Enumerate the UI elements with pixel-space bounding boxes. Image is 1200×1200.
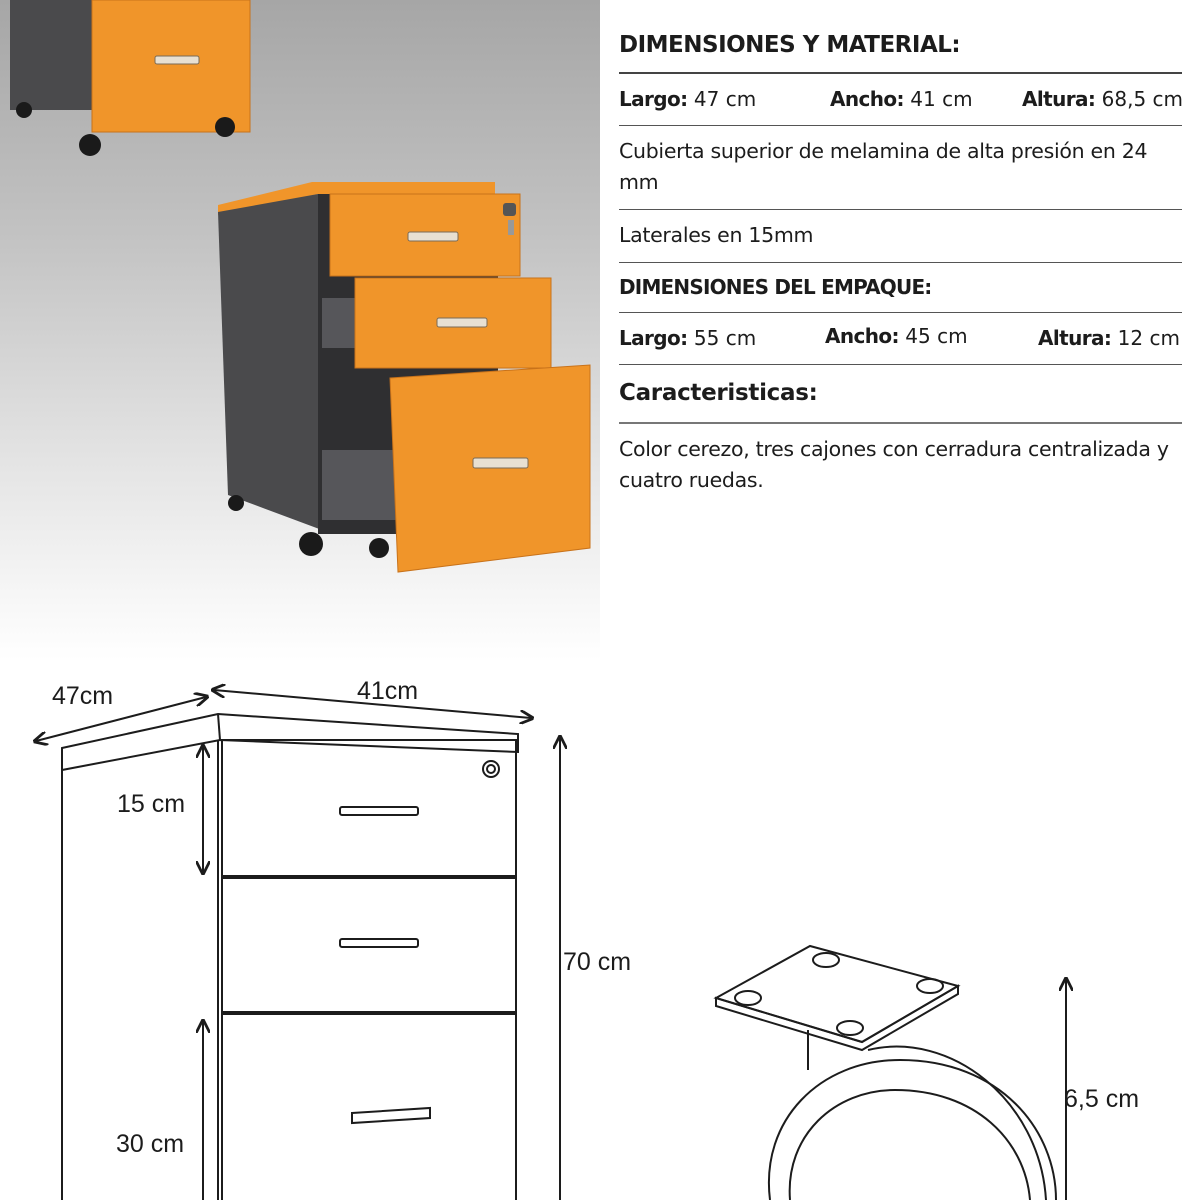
package-ancho: Ancho: 45 cm [825, 324, 968, 348]
wheel-height-label: 6,5 cm [1064, 1085, 1140, 1113]
package-largo: Largo: 55 cm [619, 326, 757, 350]
technical-drawing [0, 660, 1200, 1200]
width-label: 41cm [357, 677, 419, 705]
specs-title: DIMENSIONES Y MATERIAL: [619, 22, 1182, 74]
cabinet-outline [62, 714, 518, 1200]
features-title: Caracteristicas: [619, 365, 1182, 424]
product-photo [0, 0, 600, 660]
dimensions-row [619, 74, 1182, 126]
specifications-panel [619, 22, 1182, 507]
features-text: Color cerezo, tres cajones con cerradura centralizada y cuatro ruedas. [619, 437, 1169, 492]
cubierta-text: Cubierta superior de melamina de alta presión en 24 mm [619, 126, 1182, 210]
cabinet-photo-front [218, 182, 590, 572]
dimension-arrows [36, 690, 1066, 1200]
drawer-large-label: 30 cm [116, 1130, 185, 1158]
height-label: 70 cm [563, 948, 632, 976]
dimension-ancho: Ancho: 41 cm [830, 87, 973, 111]
dimension-largo: Largo: 47 cm [619, 87, 757, 111]
depth-label: 47cm [52, 682, 114, 710]
package-title: DIMENSIONES DEL EMPAQUE: [619, 263, 1182, 313]
dimension-altura: Altura: 68,5 cm [1022, 87, 1184, 111]
drawer-small-label: 15 cm [117, 790, 186, 818]
package-altura: Altura: 12 cm [1038, 326, 1180, 350]
package-dimensions-row [619, 313, 1182, 365]
cabinet-photo-back [10, 0, 250, 156]
cabinet-photo-illustration [0, 0, 600, 660]
laterales-text: Laterales en 15mm [619, 210, 1182, 263]
caster-wheel-drawing [716, 946, 1056, 1200]
